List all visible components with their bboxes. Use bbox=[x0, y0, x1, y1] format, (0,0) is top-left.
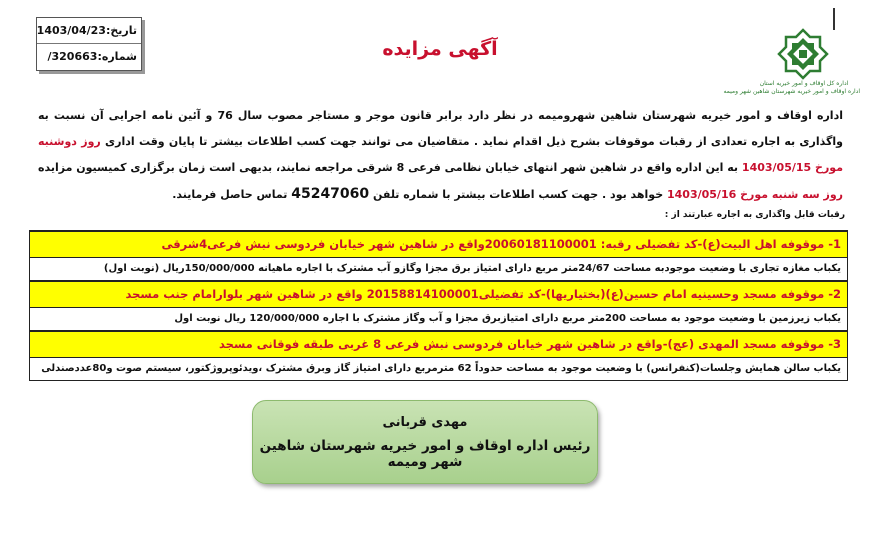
number-label: شماره: bbox=[97, 50, 137, 63]
body-part2: به این اداره واقع در شاهین شهر انتهای خیابان نظامی فرعی 8 شرقی مراجعه نمایند، بدیهی است زمان برگزاری کمیسیون مزایده bbox=[38, 161, 739, 174]
item-3-heading: 3- موقوفه مسجد المهدی (عج)-واقع در شاهین شهر خیابان فردوسی نبش فرعی 8 غربی طبقه فوقانی مسجد bbox=[30, 331, 847, 358]
item-1-heading: 1- موقوفه اهل البیت(ع)-کد تفضیلی رقبه: 20060181100001واقع در شاهین شهر خیابان فردوسی نبش فرعی4شرقی bbox=[30, 231, 847, 258]
deadline-date: روز دوشنبه مورخ 1403/05/15 bbox=[38, 135, 844, 174]
page-edge-mark bbox=[833, 8, 835, 30]
signatory-name: مهدی قربانی bbox=[382, 415, 468, 430]
signatory-position: رئیس اداره اوقاف و امور خیریه شهرستان شاهین شهر ومیمه bbox=[259, 438, 591, 470]
date-row bbox=[37, 18, 141, 44]
item-2-heading: 2- موقوفه مسجد وحسینیه امام حسین(ع)(بختیاریها)-کد تفضیلی20158814100001 واقع در شاهین شهر بلوارامام جنب مسجد bbox=[30, 281, 847, 308]
logo-caption-line2: اداره اوقاف و امور خیریه شهرستان شاهین شهر ومیمه bbox=[723, 88, 860, 95]
item-1-detail: یکباب مغازه تجاری با وضعیت موجودبه مساحت 24/67متر مربع دارای امتیاز برق مجزا وگازو آب مشترک با اجاره ماهیانه 150/000/000ریال (نوبت اول) bbox=[30, 258, 847, 281]
items-table bbox=[29, 230, 848, 381]
endowment-logo-icon bbox=[777, 28, 829, 80]
body-part3: خواهد بود . جهت کسب اطلاعات بیشتر با شماره تلفن bbox=[373, 188, 664, 201]
date-number-box bbox=[36, 17, 142, 71]
notice-body bbox=[38, 103, 843, 208]
item-3-detail: یکباب سالن همایش وجلسات(کنفرانس) با وضعیت موجود به مساحت حدوداً 62 مترمربع دارای امتیاز گاز وبرق مشترک ،ویدئوپروژکتور، سیستم صوت و80عددصندلی bbox=[30, 358, 847, 380]
logo-caption bbox=[723, 80, 860, 96]
number-value: 320663/ bbox=[47, 50, 98, 63]
item-2-detail: یکباب زیرزمین با وضعیت موجود به مساحت 200متر مربع دارای امتیازبرق مجزا و آب وگاز مشترک با اجاره 120/000/000 ریال نوبت اول bbox=[30, 308, 847, 331]
date-label: تاریخ: bbox=[105, 24, 137, 37]
body-part1: اداره اوقاف و امور خیریه شهرستان شاهین شهرومیمه در نظر دارد برابر قانون موجر و مستاجر مصوب سال 76 و آئین نامه اجرایی آن نسبت به واگذاری به اجاره تعدادی از رقبات موقوفات بشرح ذیل اقدام نماید . متقاضیان می توانند جهت کسب اطلاعات بیشتر تا پایان وقت اداری bbox=[38, 109, 843, 148]
body-part4: تماس حاصل فرمایند. bbox=[172, 188, 288, 201]
signature-box bbox=[252, 400, 598, 484]
date-value: 1403/04/23 bbox=[37, 24, 106, 37]
page-title: آگهی مزایده bbox=[382, 38, 498, 60]
number-row bbox=[37, 44, 141, 69]
logo-caption-line1: اداره کل اوقاف و امور خیریه استان bbox=[759, 80, 849, 87]
commission-date: روز سه شنبه مورخ 1403/05/16 bbox=[666, 188, 843, 201]
phone-number: 45247060 bbox=[291, 186, 370, 202]
items-label: رقبات قابل واگذاری به اجاره عبارتند از : bbox=[664, 210, 845, 220]
